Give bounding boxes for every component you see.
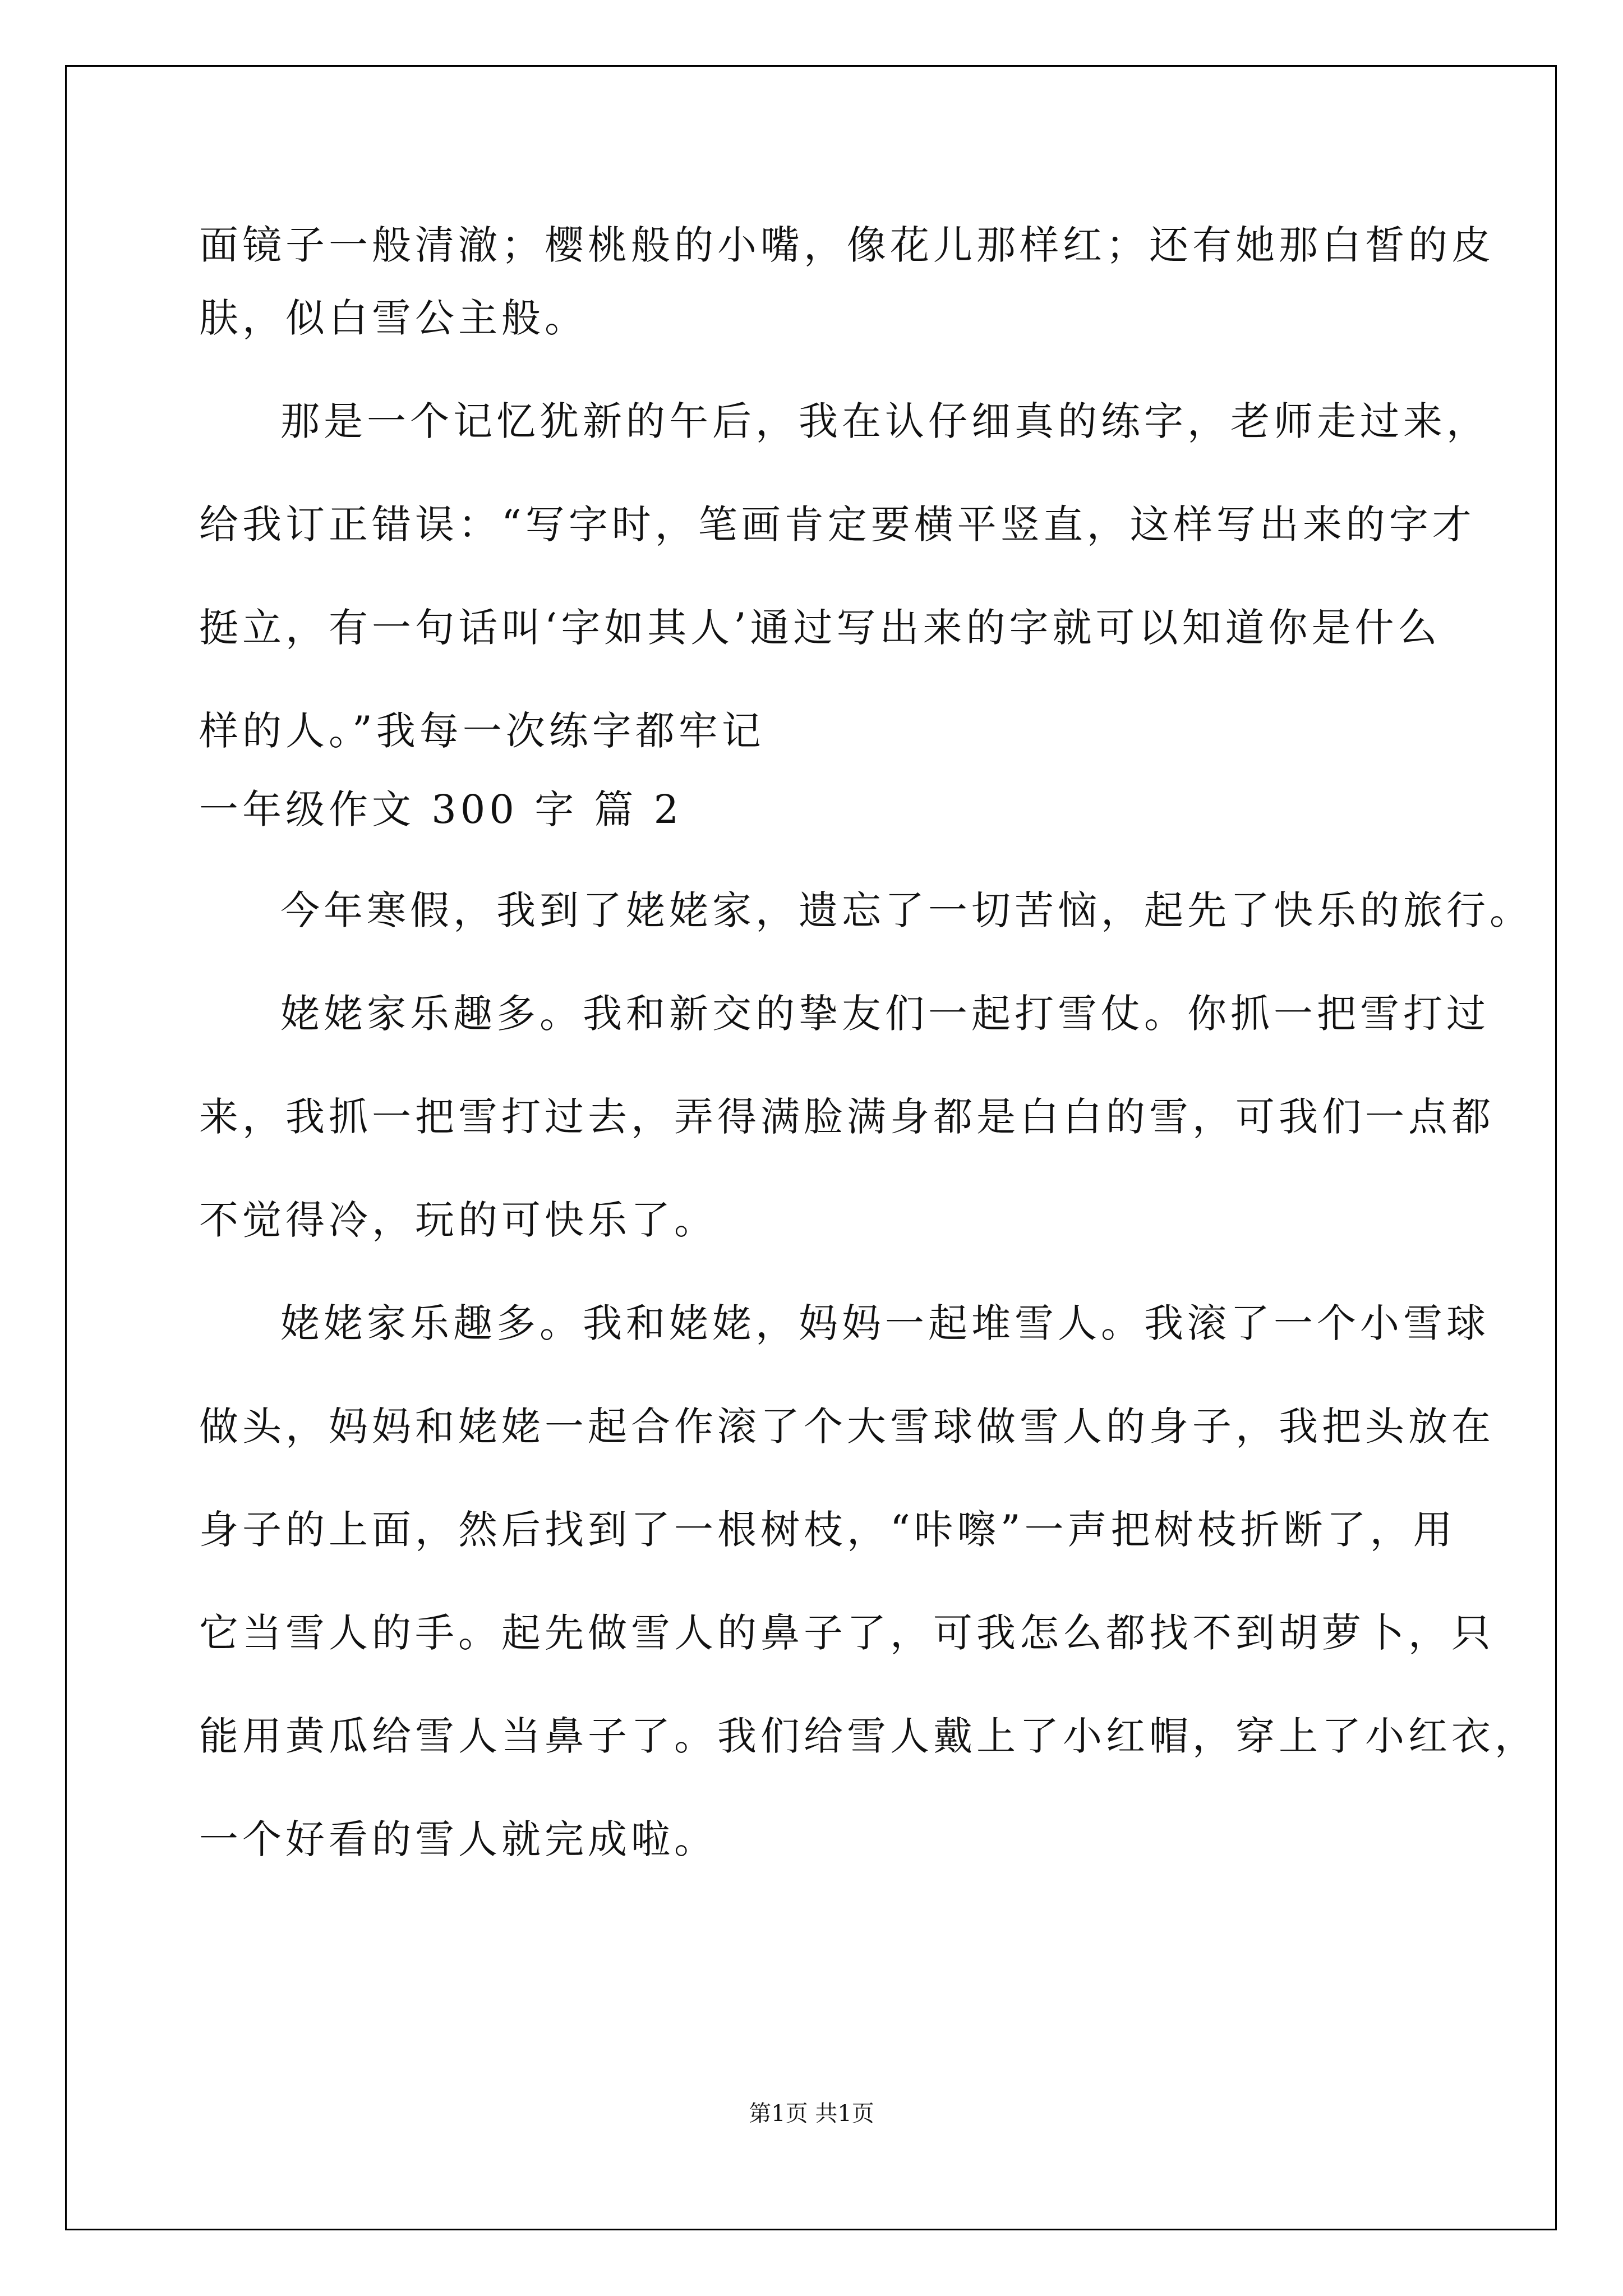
paragraph-1-line-2: 肤，似白雪公主般。 [199, 295, 588, 341]
page-border [65, 65, 1557, 2230]
paragraph-5-line-4: 它当雪人的手。起先做雪人的鼻子了，可我怎么都找不到胡萝卜，只 [199, 1610, 1495, 1656]
paragraph-5-line-2: 做头，妈妈和姥姥一起合作滚了个大雪球做雪人的身子，我把头放在 [199, 1404, 1495, 1450]
paragraph-5-line-6: 一个好看的雪人就完成啦。 [199, 1816, 717, 1862]
section-heading: 一年级作文 300 字 篇 2 [199, 786, 683, 832]
page-number-footer: 第1页 共1页 [749, 2101, 874, 2127]
paragraph-3-line-1: 今年寒假，我到了姥姥家，遗忘了一切苦恼，起先了快乐的旅行。 [280, 887, 1533, 933]
paragraph-2-line-3: 挺立，有一句话叫‘字如其人’通过写出来的字就可以知道你是什么 [199, 605, 1441, 651]
paragraph-4-line-3: 不觉得冷，玩的可快乐了。 [199, 1197, 717, 1243]
paragraph-2-line-1: 那是一个记忆犹新的午后，我在认仔细真的练字，老师走过来， [280, 398, 1490, 444]
paragraph-2-line-2: 给我订正错误：“写字时，笔画肯定要横平竖直，这样写出来的字才 [199, 501, 1476, 547]
paragraph-5-line-5: 能用黄瓜给雪人当鼻子了。我们给雪人戴上了小红帽，穿上了小红衣， [199, 1713, 1538, 1759]
paragraph-5-line-1: 姥姥家乐趣多。我和姥姥，妈妈一起堆雪人。我滚了一个小雪球 [280, 1300, 1490, 1346]
paragraph-4-line-2: 来，我抓一把雪打过去，弄得满脸满身都是白白的雪，可我们一点都 [199, 1094, 1495, 1140]
paragraph-2-line-4: 样的人。”我每一次练字都牢记 [199, 708, 765, 754]
paragraph-1-line-1: 面镜子一般清澈；樱桃般的小嘴，像花儿那样红；还有她那白皙的皮 [199, 222, 1495, 268]
paragraph-4-line-1: 姥姥家乐趣多。我和新交的挚友们一起打雪仗。你抓一把雪打过 [280, 991, 1490, 1037]
paragraph-5-line-3: 身子的上面，然后找到了一根树枝，“咔嚓”一声把树枝折断了，用 [199, 1507, 1456, 1553]
